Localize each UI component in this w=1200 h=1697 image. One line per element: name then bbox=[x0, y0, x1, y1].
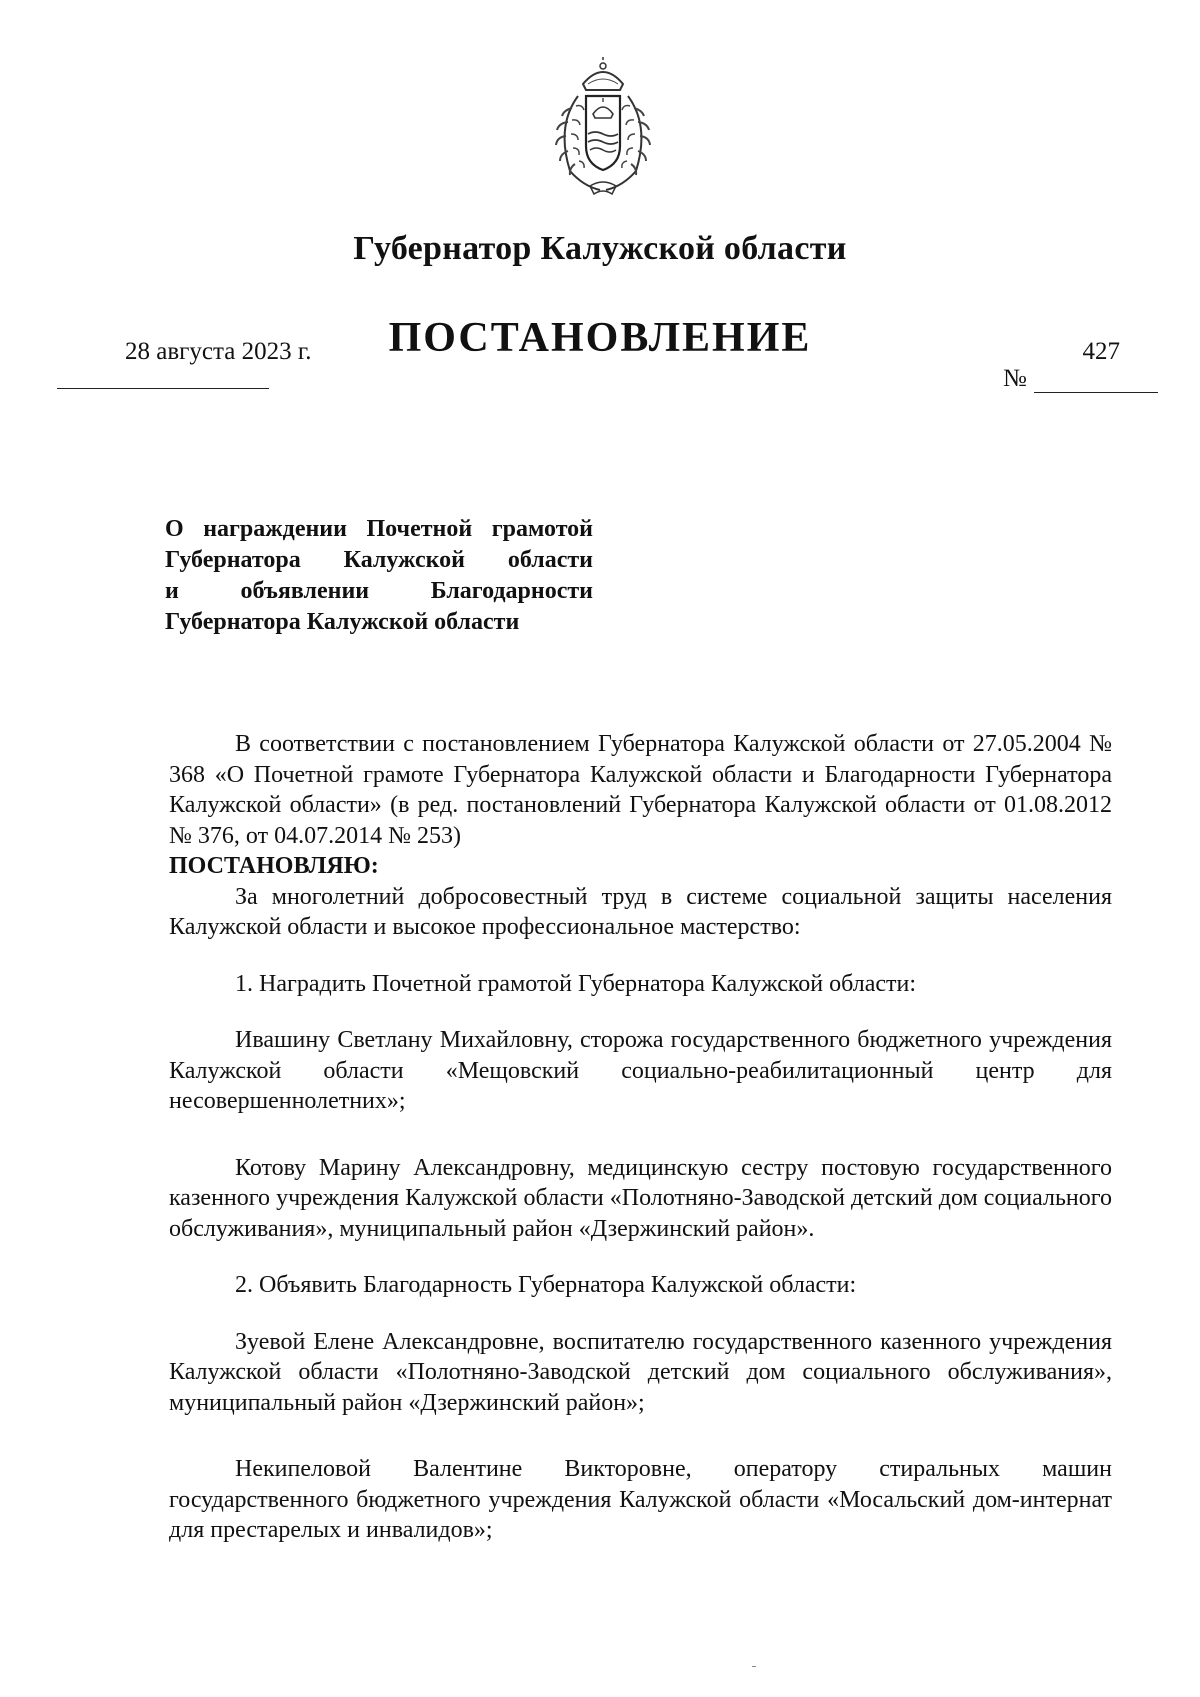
gratitude-item: Некипеловой Валентине Викторовне, оператору стиральных машин государственного бюджетного учреждения Калужской области «Мосальский дом-интернат для престарелых и инвалидов»; bbox=[169, 1456, 1112, 1543]
page-mark bbox=[752, 1666, 756, 1667]
subject-line: Губернатора Калужской области bbox=[165, 609, 520, 635]
subject-line: Губернатора Калужской области bbox=[165, 547, 593, 573]
coat-of-arms-icon bbox=[548, 56, 658, 196]
section-2-title: 2. Объявить Благодарность Губернатора Калужской области: bbox=[235, 1272, 857, 1298]
issuer-title: Губернатор Калужской области bbox=[353, 230, 847, 267]
award-item: Ивашину Светлану Михайловну, сторожа государственного бюджетного учреждения Калужской области «Мещовский социально-реабилитационный центр для несовершеннолетних»; bbox=[169, 1027, 1112, 1114]
preamble-paragraph: В соответствии с постановлением Губернатора Калужской области от 27.05.2004 № 368 «О Почетной грамоте Губернатора Калужской области и Благодарности Губернатора Калужской области» (в ред. постановлений Губернатора Калужской области от 01.08.2012 № 376, от 04.07.2014 № 253) bbox=[169, 731, 1112, 849]
document-number: 427 bbox=[1082, 338, 1120, 365]
number-underline bbox=[1034, 392, 1158, 393]
resolve-heading: ПОСТАНОВЛЯЮ: bbox=[169, 853, 379, 879]
award-item: Котову Марину Александровну, медицинскую сестру постовую государственного казенного учреждения Калужской области «Полотняно-Заводской детский дом социального обслуживания», муниципальный район «Дзержинский район». bbox=[169, 1154, 1112, 1242]
document-subject bbox=[165, 514, 593, 638]
subject-line: О награждении Почетной грамотой bbox=[165, 516, 593, 542]
gratitude-item: Зуевой Елене Александровне, воспитателю государственного казенного учреждения Калужской области «Полотняно-Заводской детский дом социального обслуживания», муниципальный район «Дзержинский район»; bbox=[169, 1328, 1112, 1416]
reason-paragraph: За многолетний добросовестный труд в системе социальной защиты населения Калужской области и высокое профессиональное мастерство: bbox=[169, 883, 1112, 940]
section-1-title: 1. Наградить Почетной грамотой Губернатора Калужской области: bbox=[235, 970, 917, 997]
document-type: ПОСТАНОВЛЕНИЕ bbox=[388, 315, 812, 361]
number-sign: № bbox=[1003, 365, 1027, 392]
subject-line: и объявлении Благодарности bbox=[165, 578, 593, 604]
document-body bbox=[169, 729, 1112, 1546]
date-underline bbox=[57, 388, 269, 389]
document-date: 28 августа 2023 г. bbox=[125, 338, 312, 365]
